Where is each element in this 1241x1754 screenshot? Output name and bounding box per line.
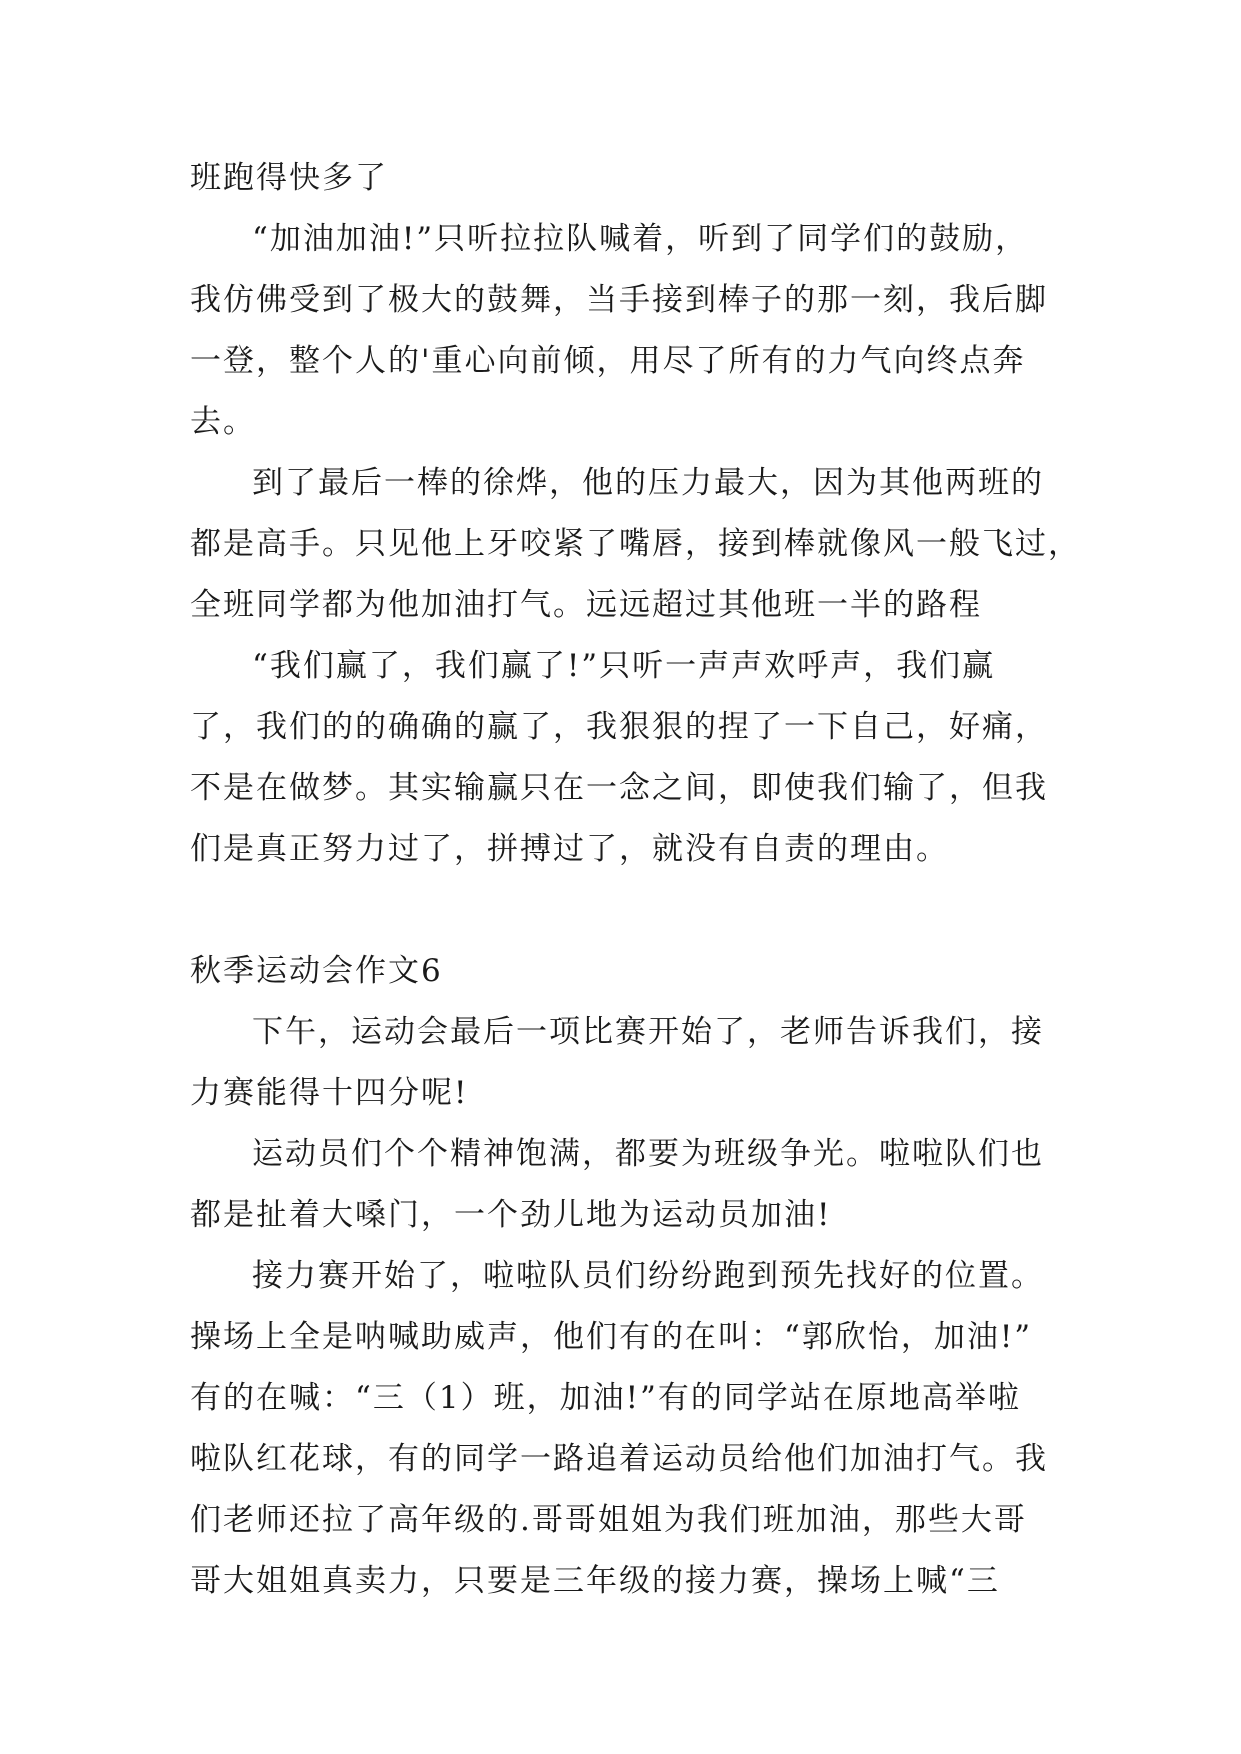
text-line: 力赛能得十四分呢! (190, 1075, 469, 1111)
text-line: 一登，整个人的'重心向前倾，用尽了所有的力气向终点奔 (190, 343, 1026, 379)
text-line: 不是在做梦。其实输赢只在一念之间，即使我们输了，但我 (190, 770, 1048, 806)
text-line: 我仿佛受到了极大的鼓舞，当手接到棒子的那一刻，我后脚 (190, 282, 1048, 318)
section-gap (190, 880, 1070, 941)
paragraph-first-line: “加油加油!”只听拉拉队喊着，听到了同学们的鼓励， (252, 221, 1029, 257)
text-line: 全班同学都为他加油打气。远远超过其他班一半的路程 (190, 587, 982, 623)
text-line: 哥大姐姐真卖力，只要是三年级的接力赛，操场上喊“三 (190, 1563, 1000, 1599)
text-line: 班跑得快多了 (190, 160, 388, 196)
paragraph-first-line: 运动员们个个精神饱满，都要为班级争光。啦啦队们也 (252, 1136, 1044, 1172)
text-line: 有的在喊：“三（1）班，加油!”有的同学站在原地高举啦 (190, 1380, 1021, 1416)
text-line: 们是真正努力过了，拼搏过了，就没有自责的理由。 (190, 831, 949, 867)
paragraph-first-line: 到了最后一棒的徐烨，他的压力最大，因为其他两班的 (252, 465, 1044, 501)
text-line: 都是高手。只见他上牙咬紧了嘴唇，接到棒就像风一般飞过， (190, 526, 1081, 562)
text-line: 操场上全是呐喊助威声，他们有的在叫：“郭欣怡，加油!” (190, 1319, 1033, 1355)
text-line: 了，我们的的确确的赢了，我狠狠的捏了一下自己，好痛， (190, 709, 1048, 745)
paragraph-first-line: “我们赢了，我们赢了!”只听一声声欢呼声，我们赢 (252, 648, 996, 684)
text-line: 都是扯着大嗓门，一个劲儿地为运动员加油! (190, 1197, 832, 1233)
paragraph-first-line: 接力赛开始了，啦啦队员们纷纷跑到预先找好的位置。 (252, 1258, 1044, 1294)
text-line: 去。 (190, 404, 256, 440)
text-line: 们老师还拉了高年级的.哥哥姐姐为我们班加油，那些大哥 (190, 1502, 1027, 1538)
paragraph-first-line: 下午，运动会最后一项比赛开始了，老师告诉我们，接 (252, 1014, 1044, 1050)
document-body (190, 148, 1081, 1612)
section-title: 秋季运动会作文6 (190, 953, 443, 989)
text-line: 啦队红花球，有的同学一路追着运动员给他们加油打气。我 (190, 1441, 1048, 1477)
